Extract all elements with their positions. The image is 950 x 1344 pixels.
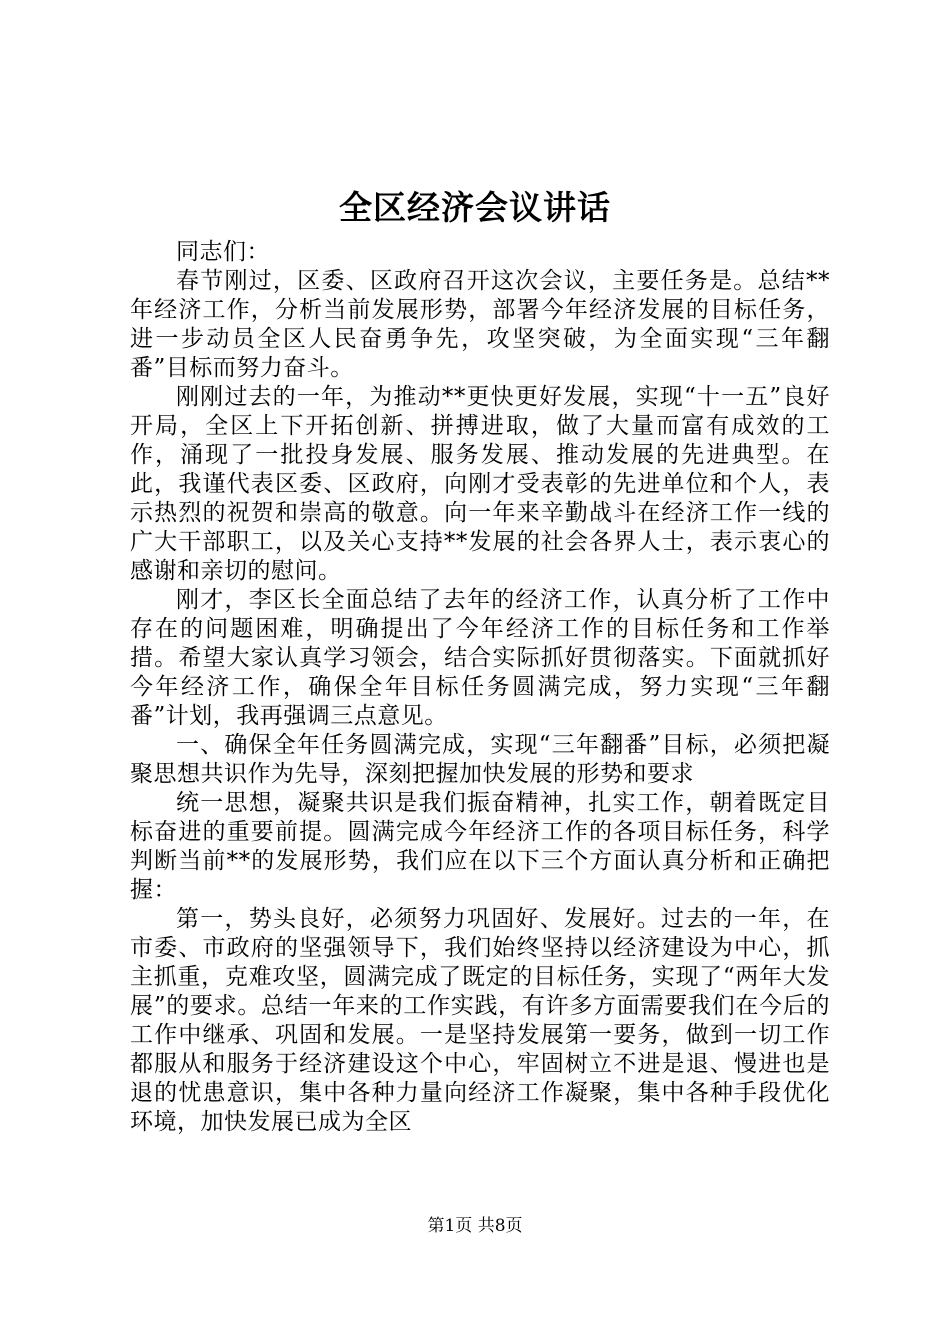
paragraph-3: 刚才，李区长全面总结了去年的经济工作，认真分析了工作中存在的问题困难，明确提出了今年经济工作的目标任务和工作举措。希望大家认真学习领会，结合实际抓好贯彻落实。下面就抓好今年经济工作，确保全年目标任务圆满完成，努力实现“三年翻番”计划，我再强调三点意见。 [130, 587, 830, 729]
paragraph-4: 统一思想，凝聚共识是我们振奋精神，扎实工作，朝着既定目标奋进的重要前提。圆满完成今年经济工作的各项目标任务，科学判断当前**的发展形势，我们应在以下三个方面认真分析和正确把握： [130, 790, 830, 903]
paragraph-1: 春节刚过，区委、区政府召开这次会议，主要任务是。总结**年经济工作，分析当前发展形势，部署今年经济发展的目标任务，进一步动员全区人民奋勇争先，攻坚突破，为全面实现“三年翻番”目标而努力奋斗。 [130, 268, 830, 381]
document-title: 全区经济会议讲话 [339, 188, 611, 227]
document-body [130, 238, 830, 1137]
paragraph-5: 第一，势头良好，必须努力巩固好、发展好。过去的一年，在市委、市政府的坚强领导下，我们始终坚持以经济建设为中心，抓主抓重，克难攻坚，圆满完成了既定的目标任务，实现了“两年大发展”的要求。总结一年来的工作实践，有许多方面需要我们在今后的工作中继承、巩固和发展。一是坚持发展第一要务，做到一切工作都服从和服务于经济建设这个中心，牢固树立不进是退、慢进也是退的忧患意识，集中各种力量向经济工作凝聚，集中各种手段优化环境，加快发展已成为全区 [130, 906, 830, 1135]
section-heading-1: 一、确保全年任务圆满完成，实现“三年翻番”目标，必须把凝聚思想共识作为先导，深刻把握加快发展的形势和要求 [130, 732, 830, 787]
page-footer: 第1页 共8页 [427, 1216, 523, 1236]
paragraph-2: 刚刚过去的一年，为推动**更快更好发展，实现“十一五”良好开局，全区上下开拓创新、拼搏进取，做了大量而富有成效的工作，涌现了一批投身发展、服务发展、推动发展的先进典型。在此，我谨代表区委、区政府，向刚才受表彰的先进单位和个人，表示热烈的祝贺和崇高的敬意。向一年来辛勤战斗在经济工作一线的广大干部职工，以及关心支持**发展的社会各界人士，表示衷心的感谢和亲切的慰问。 [130, 384, 830, 584]
salutation: 同志们： [176, 239, 270, 265]
